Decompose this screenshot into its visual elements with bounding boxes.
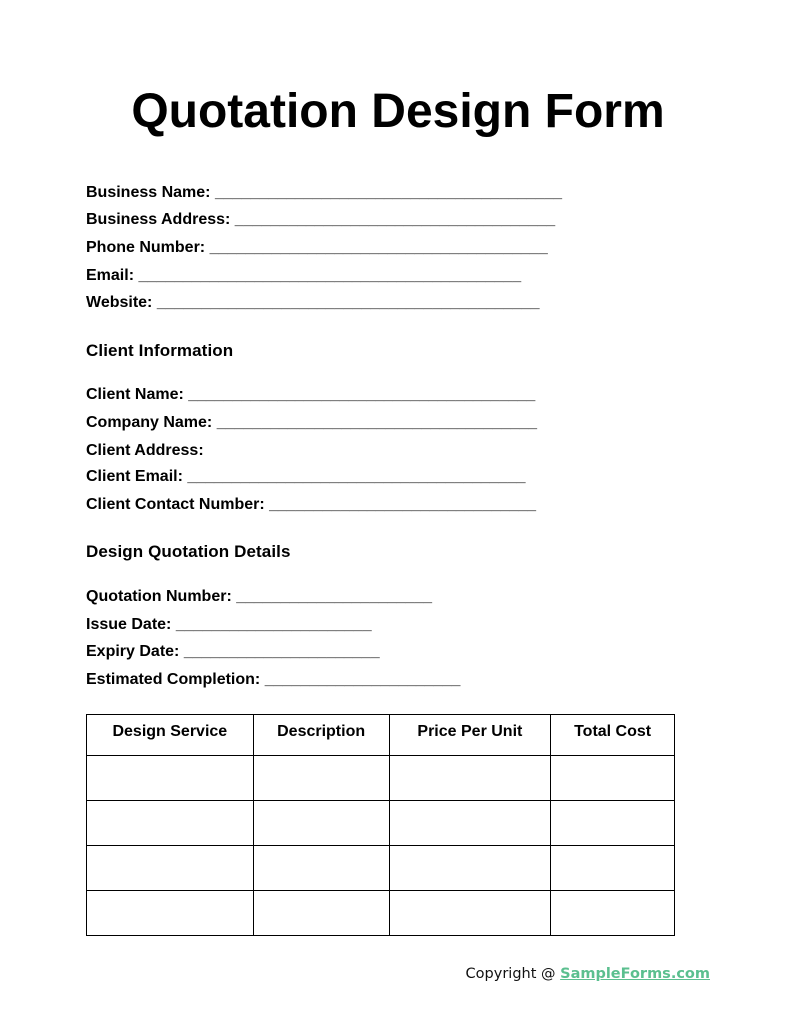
table-cell[interactable]	[389, 891, 551, 936]
table-cell[interactable]	[389, 846, 551, 891]
table-cell[interactable]	[87, 756, 254, 801]
header-design-service: Design Service	[87, 715, 254, 756]
copyright-text: Copyright @	[465, 966, 561, 982]
company-name-line[interactable]: ____________________________________	[216, 414, 538, 431]
quotation-table	[86, 714, 675, 936]
table-cell[interactable]	[253, 891, 389, 936]
issue-date-label: Issue Date:	[86, 616, 172, 633]
table-row	[87, 756, 675, 801]
table-row	[87, 801, 675, 846]
client-address-label: Client Address:	[86, 442, 204, 459]
estimated-completion-field	[86, 671, 460, 689]
client-information-heading: Client Information	[86, 341, 234, 360]
website-field	[86, 294, 539, 312]
phone-number-field	[86, 239, 548, 257]
client-name-line[interactable]: _______________________________________	[188, 386, 536, 403]
table-cell[interactable]	[389, 756, 551, 801]
quotation-number-field	[86, 588, 432, 606]
phone-number-label: Phone Number:	[86, 239, 206, 256]
header-price-per-unit: Price Per Unit	[389, 715, 551, 756]
estimated-completion-line[interactable]: ______________________	[264, 671, 461, 688]
website-label: Website:	[86, 294, 153, 311]
design-quotation-details-heading: Design Quotation Details	[86, 542, 291, 561]
business-name-field	[86, 184, 562, 202]
phone-number-line[interactable]: ______________________________________	[209, 239, 548, 256]
client-contact-number-label: Client Contact Number:	[86, 496, 265, 513]
company-name-label: Company Name:	[86, 414, 213, 431]
table-cell[interactable]	[551, 846, 675, 891]
table-cell[interactable]	[389, 801, 551, 846]
client-email-field	[86, 468, 526, 486]
expiry-date-field	[86, 643, 380, 661]
table-cell[interactable]	[87, 846, 254, 891]
client-email-label: Client Email:	[86, 468, 183, 485]
website-line[interactable]: ___________________________________________	[156, 294, 540, 311]
quotation-number-line[interactable]: ______________________	[236, 588, 432, 605]
client-name-field	[86, 386, 535, 404]
client-name-label: Client Name:	[86, 386, 184, 403]
expiry-date-line[interactable]: ______________________	[183, 643, 380, 660]
business-name-line[interactable]: _______________________________________	[214, 184, 562, 201]
issue-date-field	[86, 616, 372, 634]
email-line[interactable]: ___________________________________________	[138, 267, 522, 284]
table-cell[interactable]	[253, 756, 389, 801]
client-address-field	[86, 442, 204, 460]
client-contact-number-line[interactable]: ______________________________	[269, 496, 537, 513]
copyright-footer	[466, 966, 710, 982]
client-contact-number-field	[86, 496, 536, 514]
table-cell[interactable]	[551, 801, 675, 846]
header-description: Description	[253, 715, 389, 756]
table-cell[interactable]	[253, 801, 389, 846]
issue-date-line[interactable]: ______________________	[175, 616, 372, 633]
table-header-row	[87, 715, 675, 756]
estimated-completion-label: Estimated Completion:	[86, 671, 261, 688]
sampleforms-link[interactable]: SampleForms.com	[560, 966, 710, 982]
table-cell[interactable]	[551, 891, 675, 936]
table-cell[interactable]	[87, 801, 254, 846]
email-field	[86, 267, 521, 285]
table-cell[interactable]	[253, 846, 389, 891]
business-name-label: Business Name:	[86, 184, 211, 201]
table-row	[87, 846, 675, 891]
company-name-field	[86, 414, 537, 432]
table-row	[87, 891, 675, 936]
quotation-number-label: Quotation Number:	[86, 588, 232, 605]
table-cell[interactable]	[87, 891, 254, 936]
business-address-line[interactable]: ____________________________________	[234, 211, 556, 228]
business-address-field	[86, 211, 555, 229]
client-email-line[interactable]: ______________________________________	[187, 468, 526, 485]
page-title: Quotation Design Form	[131, 85, 665, 138]
table-cell[interactable]	[551, 756, 675, 801]
expiry-date-label: Expiry Date:	[86, 643, 180, 660]
business-address-label: Business Address:	[86, 211, 231, 228]
header-total-cost: Total Cost	[551, 715, 675, 756]
email-label: Email:	[86, 267, 135, 284]
